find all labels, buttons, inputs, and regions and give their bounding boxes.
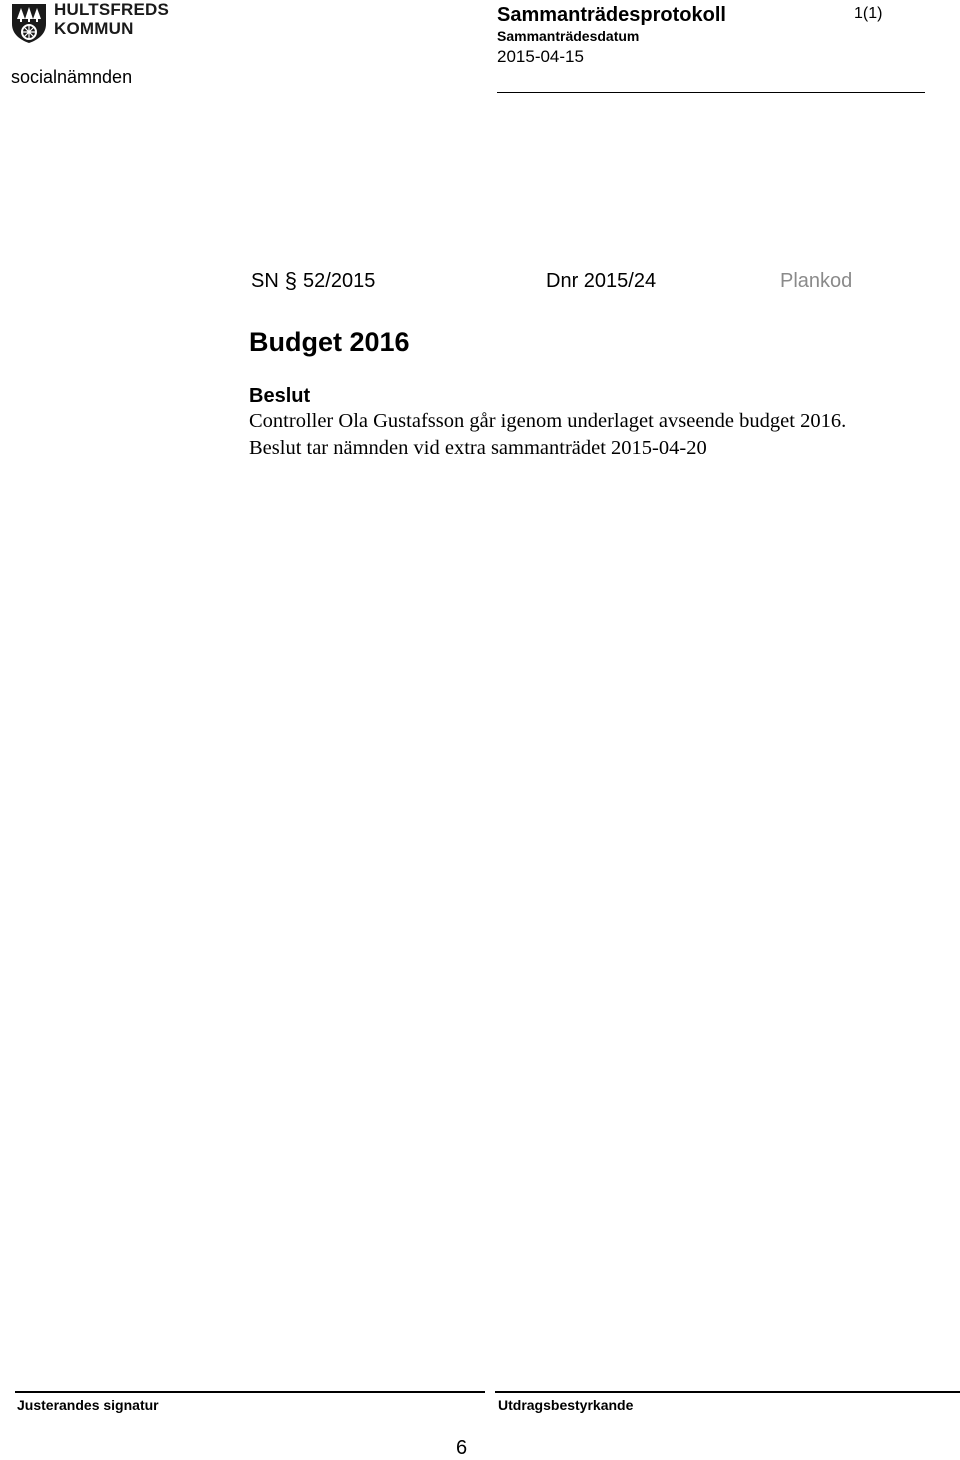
decision-line: Controller Ola Gustafsson går igenom underlaget avseende budget 2016.: [249, 410, 847, 432]
meeting-date-value: 2015-04-15: [497, 47, 584, 66]
document-title: Sammanträdesprotokoll: [497, 4, 726, 26]
extract-divider: [495, 1391, 960, 1393]
decision-heading: Beslut: [249, 385, 311, 407]
coat-of-arms-icon: [10, 2, 52, 44]
section-sign-icon: §: [284, 268, 298, 293]
signature-divider: [15, 1391, 485, 1393]
logo-line-2: KOMMUN: [54, 19, 134, 38]
committee-name: socialnämnden: [11, 67, 133, 87]
signature-label: Justerandes signatur: [17, 1397, 159, 1413]
diary-number: Dnr 2015/24: [546, 270, 657, 292]
sn-prefix: SN: [251, 270, 279, 292]
paragraph-heading: Budget 2016: [249, 327, 410, 357]
municipality-logo: [10, 2, 52, 44]
decision-line: Beslut tar nämnden vid extra sammanträdet 2015-04-20: [249, 437, 707, 459]
logo-line-1: HULTSFREDS: [54, 0, 170, 19]
page-number: 6: [456, 1437, 468, 1459]
extract-certification-label: Utdragsbestyrkande: [498, 1397, 634, 1413]
page-count: 1(1): [854, 5, 883, 22]
plan-code: Plankod: [780, 270, 853, 292]
meeting-date-label: Sammanträdesdatum: [497, 28, 640, 44]
header-divider: [497, 92, 925, 93]
decision-text: [249, 408, 939, 462]
paragraph-reference: [251, 269, 375, 293]
logo-wordmark: [54, 0, 169, 38]
sn-number: 52/2015: [303, 270, 376, 292]
